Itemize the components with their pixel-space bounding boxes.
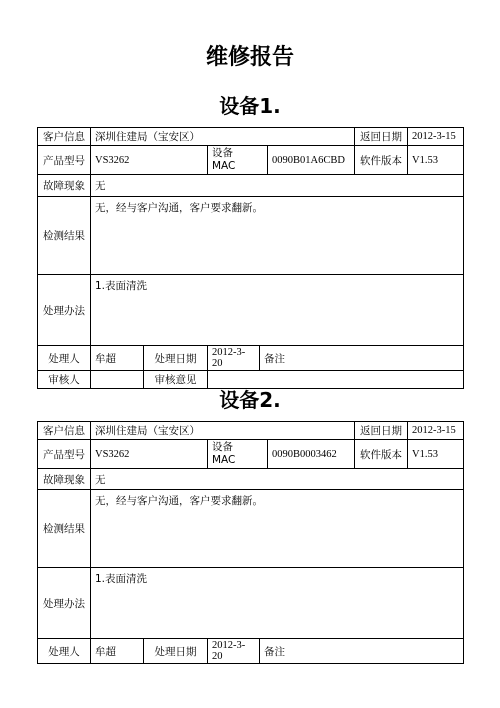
software-label: 软件版本 [355, 440, 408, 469]
reviewer-label: 审核人 [38, 371, 91, 389]
device-mac-label-line1: 设备 [212, 147, 233, 159]
mac-value: 0090B01A6CBD [268, 146, 355, 175]
handler-label: 处理人 [38, 346, 91, 371]
handling-value: 1.表面清洗 [91, 275, 464, 346]
model-value: VS3262 [91, 440, 208, 469]
remark-label: 备注 [264, 645, 285, 658]
test-result-label: 检测结果 [38, 490, 91, 568]
test-result-value: 无，经与客户沟通，客户要求翻新。 [91, 490, 464, 568]
fault-value: 无 [91, 175, 464, 197]
return-date-value: 2012-3-15 [408, 128, 464, 146]
device-mac-label-line1: 设备 [212, 441, 233, 453]
software-value: V1.53 [408, 146, 464, 175]
device-2-heading: 设备2. [219, 388, 281, 412]
handling-label: 处理办法 [38, 275, 91, 346]
review-opinion-label: 审核意见 [144, 371, 208, 389]
device-1-heading: 设备1. [219, 94, 281, 118]
handler-value: 牟超 [91, 346, 144, 371]
customer-label: 客户信息 [38, 128, 91, 146]
remark-cell [260, 346, 464, 371]
test-result-label: 检测结果 [38, 197, 91, 275]
test-result-value: 无，经与客户沟通，客户要求翻新。 [91, 197, 464, 275]
device-1-table [37, 127, 464, 389]
handler-label: 处理人 [38, 639, 91, 664]
device-mac-label-line2: MAC [212, 160, 236, 172]
return-date-value: 2012-3-15 [408, 422, 464, 440]
device-mac-label [208, 440, 268, 469]
handle-date-label: 处理日期 [144, 639, 208, 664]
return-date-label: 返回日期 [355, 422, 408, 440]
device-mac-label-line2: MAC [212, 454, 236, 466]
handler-value: 牟超 [91, 639, 144, 664]
fault-label: 故障现象 [38, 175, 91, 197]
return-date-label: 返回日期 [355, 128, 408, 146]
fault-label: 故障现象 [38, 469, 91, 490]
customer-value: 深圳住建局（宝安区） [91, 422, 355, 440]
device-2-table [37, 421, 464, 664]
handle-date-value: 2012-3-20 [208, 639, 260, 664]
device-mac-label [208, 146, 268, 175]
model-value: VS3262 [91, 146, 208, 175]
fault-value: 无 [91, 469, 464, 490]
mac-value: 0090B0003462 [268, 440, 355, 469]
customer-value: 深圳住建局（宝安区） [91, 128, 355, 146]
document-title: 维修报告 [205, 45, 294, 70]
handling-value: 1.表面清洗 [91, 568, 464, 639]
handle-date-label: 处理日期 [144, 346, 208, 371]
handle-date-value: 2012-3-20 [208, 346, 260, 371]
remark-label: 备注 [264, 352, 285, 365]
model-label: 产品型号 [38, 440, 91, 469]
handling-label: 处理办法 [38, 568, 91, 639]
software-value: V1.53 [408, 440, 464, 469]
remark-cell [260, 639, 464, 664]
customer-label: 客户信息 [38, 422, 91, 440]
model-label: 产品型号 [38, 146, 91, 175]
software-label: 软件版本 [355, 146, 408, 175]
